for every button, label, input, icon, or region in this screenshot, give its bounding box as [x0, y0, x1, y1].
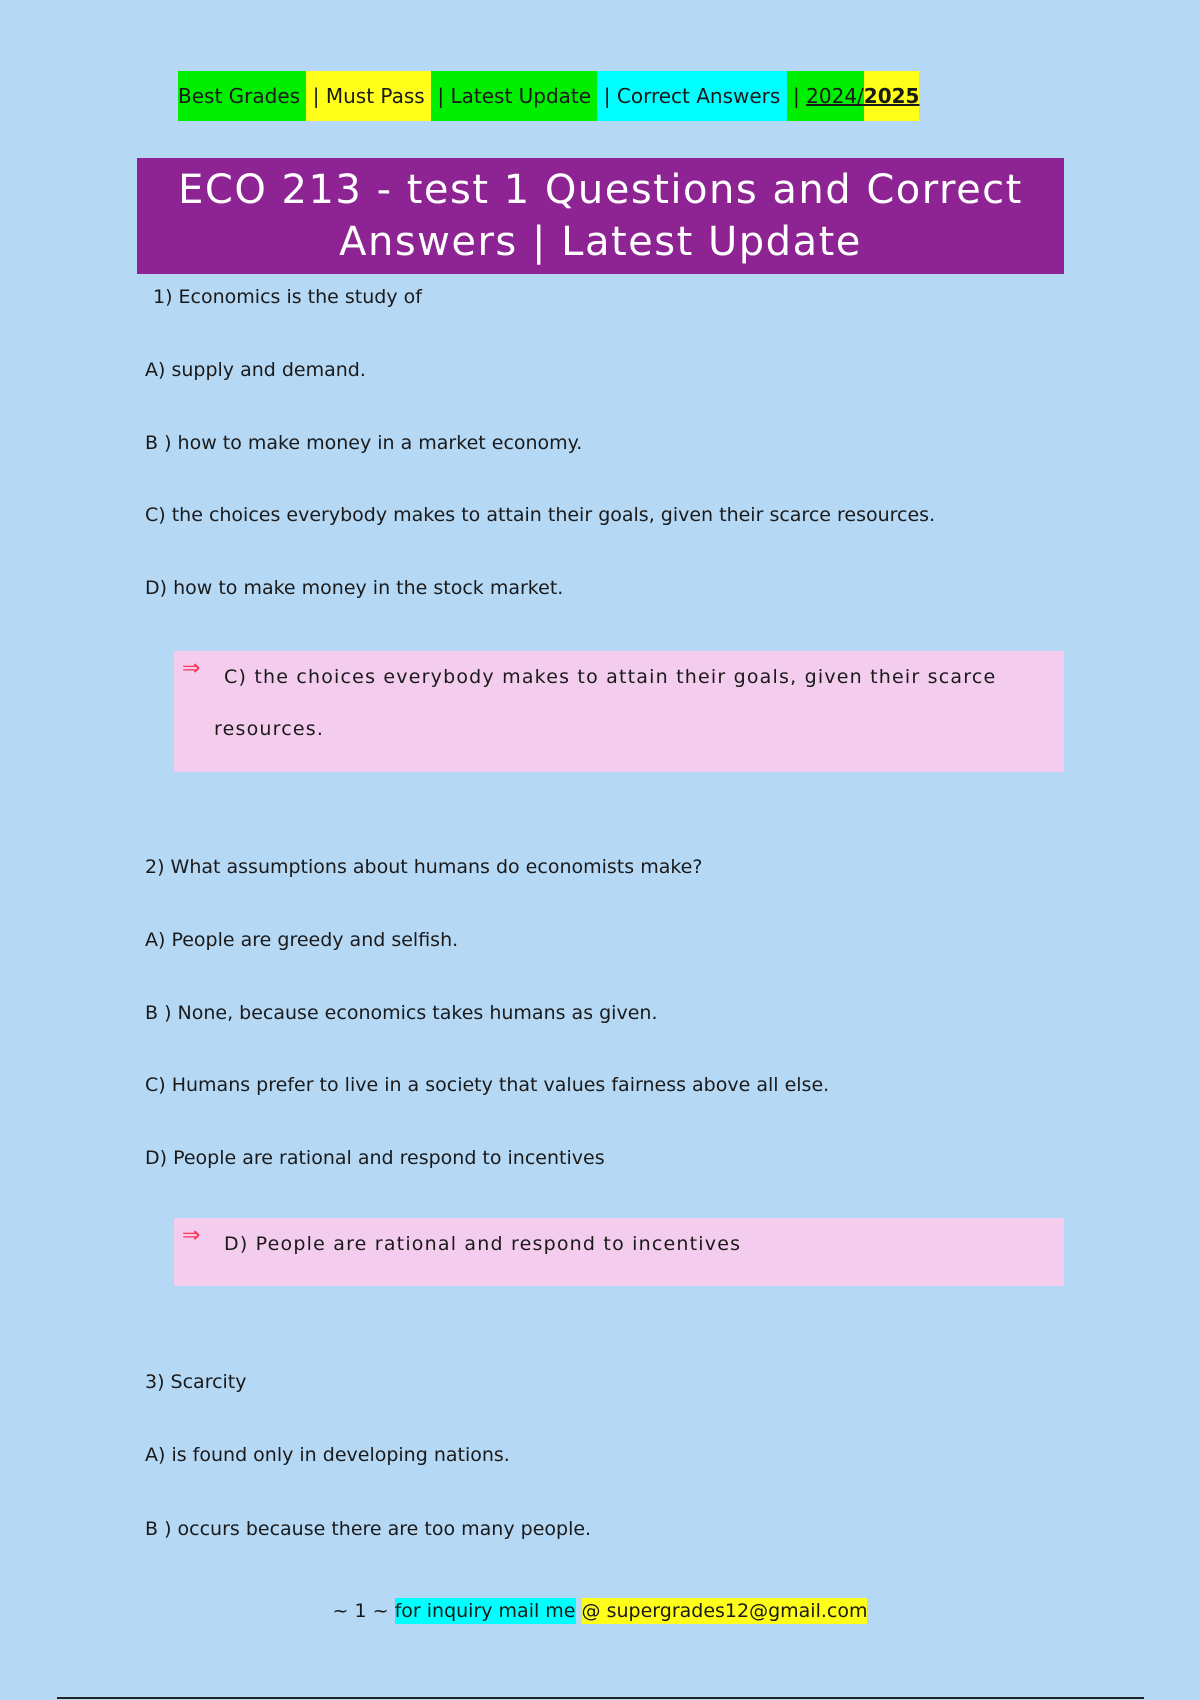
question-2: 2) What assumptions about humans do economists make? — [145, 856, 703, 878]
answer-2: D) People are rational and respond to incentives — [224, 1233, 742, 1255]
question-2-option-d: D) People are rational and respond to incentives — [145, 1147, 605, 1169]
inquiry-text: for inquiry mail me — [394, 1600, 576, 1622]
bottom-rule — [57, 1697, 1144, 1699]
answer-box-2 — [174, 1218, 1064, 1286]
question-3-option-a: A) is found only in developing nations. — [145, 1444, 510, 1466]
question-1-option-b: B ) how to make money in a market economy. — [145, 432, 583, 454]
answer-box-1 — [174, 651, 1064, 772]
banner-must-pass: | Must Pass — [306, 71, 431, 121]
banner-year-b: 2025 — [864, 71, 920, 121]
question-3-option-b: B ) occurs because there are too many people. — [145, 1518, 592, 1540]
answer-1: C) the choices everybody makes to attain their goals, given their scarce resources. — [214, 666, 997, 740]
question-3: 3) Scarcity — [145, 1371, 247, 1393]
banner-correct-answers: | Correct Answers — [597, 71, 786, 121]
contact-email[interactable]: @ supergrades12@gmail.com — [581, 1600, 868, 1622]
banner-latest-update: | Latest Update — [431, 71, 597, 121]
question-1-option-d: D) how to make money in the stock market. — [145, 577, 564, 599]
arrow-icon: ⇒ — [182, 656, 202, 681]
banner-year-separator: | — [786, 84, 807, 108]
page-number: ~ 1 ~ — [332, 1600, 389, 1622]
question-2-option-a: A) People are greedy and selfish. — [145, 929, 459, 951]
question-1-option-a: A) supply and demand. — [145, 359, 366, 381]
arrow-icon: ⇒ — [182, 1223, 202, 1248]
banner-best-grades: Best Grades — [178, 71, 306, 121]
document-title: ECO 213 - test 1 Questions and Correct Answers | Latest Update — [137, 158, 1064, 274]
question-2-option-b: B ) None, because economics takes humans as given. — [145, 1002, 658, 1024]
banner-year-start — [787, 71, 864, 121]
banner-year-a: 2024/ — [806, 84, 864, 108]
question-2-option-c: C) Humans prefer to live in a society that values fairness above all else. — [145, 1074, 830, 1096]
page-footer — [0, 1600, 1200, 1622]
question-1-option-c: C) the choices everybody makes to attain their goals, given their scarce resources. — [145, 504, 936, 526]
header-banner — [178, 71, 919, 121]
question-1: 1) Economics is the study of — [153, 286, 422, 308]
